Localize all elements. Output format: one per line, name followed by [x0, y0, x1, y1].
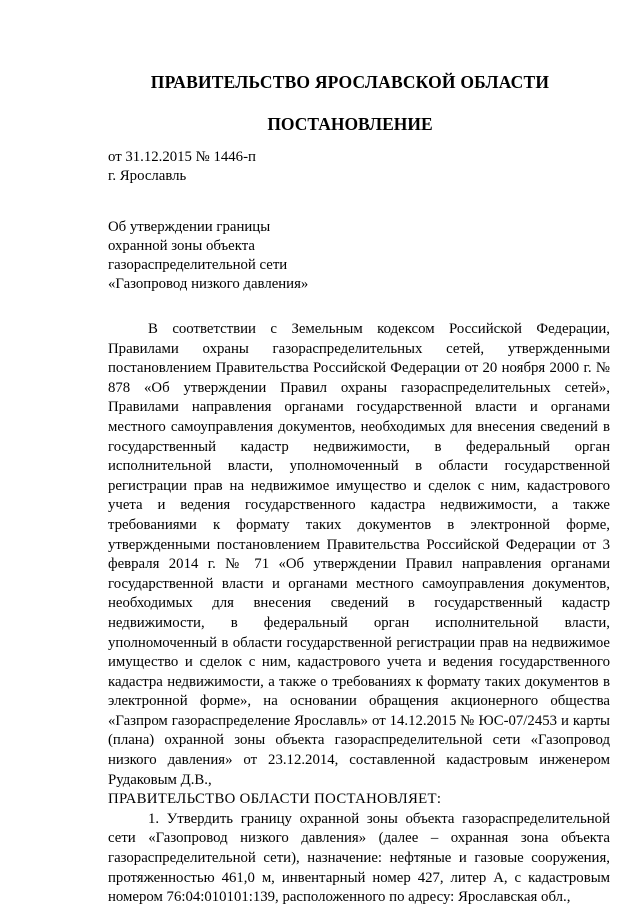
item-1-paragraph: 1. Утвердить границу охранной зоны объекта газораспределительной сети «Газопровод низкого давления» (далее – охранная зона объекта газораспределительной сети), назначение: нефтяные и газовые сооружения, протяженностью 461,0 м, инвентарный номер 427, литер А, с кадастровым номером 76:04:010101:139, расположенного по адресу: Ярославская обл., — [108, 810, 610, 906]
subject-line: охранной зоны объекта — [108, 238, 255, 254]
document-meta — [108, 148, 256, 186]
government-title: ПРАВИТЕЛЬСТВО ЯРОСЛАВСКОЙ ОБЛАСТИ — [150, 72, 550, 92]
subject-line: Об утверждении границы — [108, 219, 271, 235]
subject-line: газораспределительной сети — [108, 257, 288, 273]
subject-line: «Газопровод низкого давления» — [108, 276, 309, 292]
date-number: от 31.12.2015 № 1446-п — [108, 149, 256, 165]
city: г. Ярославль — [108, 168, 187, 184]
document-body — [108, 320, 610, 908]
preamble-paragraph: В соответствии с Земельным кодексом Российской Федерации, Правилами охраны газораспределительных сетей, утвержденными постановлением Правительства Российской Федерации от 20 ноября 2000 г. № 878 «Об утверждении Правил охраны газораспределительных сетей», Правилами направления органами государственной власти и органами местного самоуправления документов, необходимых для внесения сведений в государственный кадастр недвижимости, в федеральный орган исполнительной власти, уполномоченный в области государственной регистрации прав на недвижимое имущество и сделок с ним, кадастрового учета и ведения государственного кадастра недвижимости, а также требованиями к формату таких документов в электронной форме, утвержденными постановлением Правительства Российской Федерации от 3 февраля 2014 г. № 71 «Об утверждении Правил направления органами государственной власти и органами местного самоуправления документов, необходимых для внесения сведений в государственный кадастр недвижимости, в федеральный орган исполнительной власти, уполномоченный в области государственной регистрации прав на недвижимое имущество и сделок с ним, кадастрового учета и ведения государственного кадастра недвижимости, а также о требованиях к формату таких документов в электронной форме», на основании обращения акционерного общества «Газпром газораспределение Ярославль» от 14.12.2015 № ЮС-07/2453 и карты (плана) охранной зоны объекта газораспределительной сети «Газопровод низкого давления» от 23.12.2014, составленной кадастровым инженером Рудаковым Д.В., — [108, 321, 610, 788]
document-subject — [108, 218, 308, 294]
document-type: ПОСТАНОВЛЕНИЕ — [267, 114, 433, 134]
resolves-heading: ПРАВИТЕЛЬСТВО ОБЛАСТИ ПОСТАНОВЛЯЕТ: — [108, 791, 442, 808]
